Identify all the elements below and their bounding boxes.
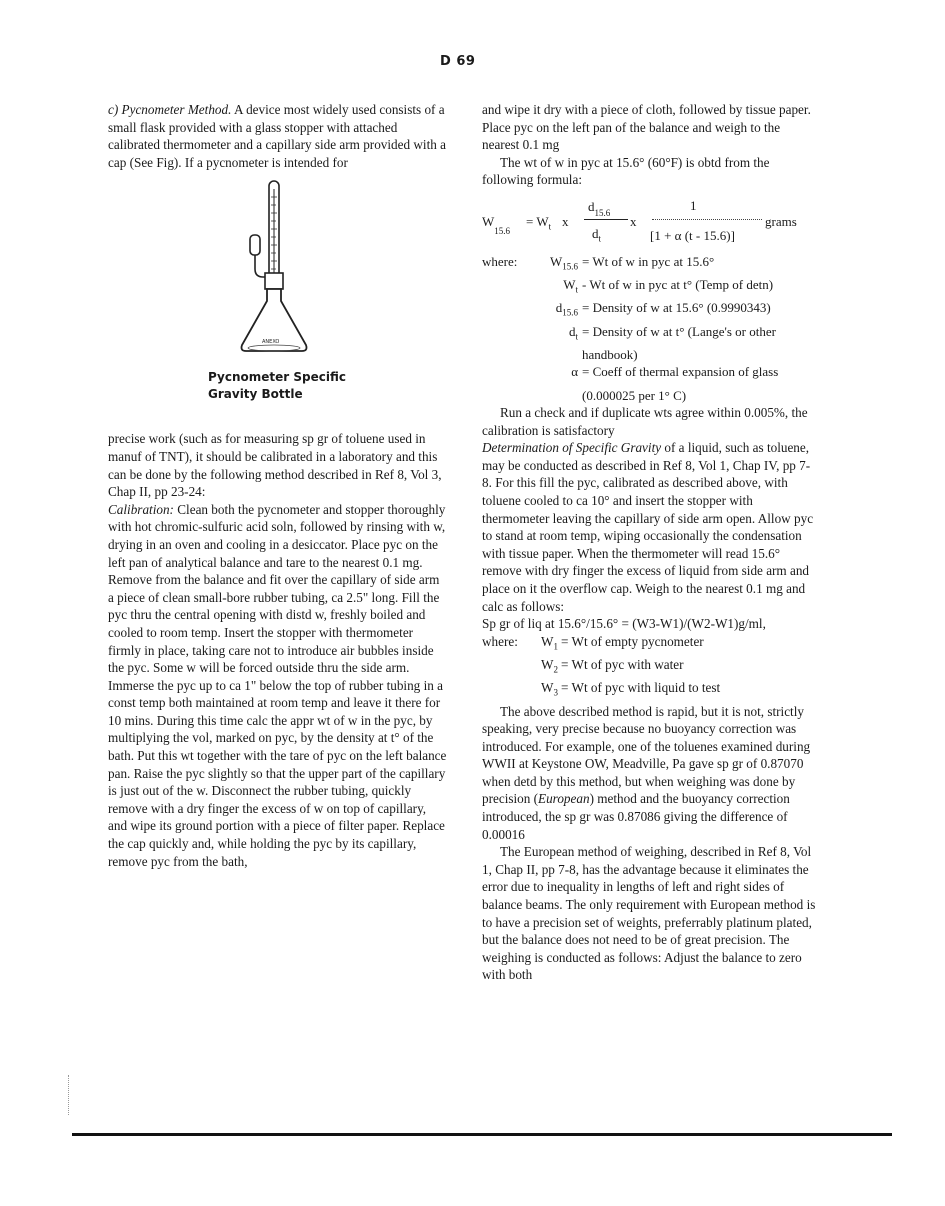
definition-row: (0.000025 per 1° C)	[582, 387, 687, 403]
calibration-paragraph: Calibration: Clean both the pycnometer and stopper thoroughly with hot chromic-sulfuric acid soln, followed by rinsing with w, drying in an oven and cooling in a desiccator. Place pyc on the left pan of analytical balance and tare to the nearest 0.1 mg. Remove from the balance and fit over the capillary of side arm a piece of clean small-bore rubber tubing, ca 2.5" long. Fill the pyc thru the central opening with distd w, freshly boiled and cooled to room temp. Insert the stopper with thermometer firmly in place, taking care not to introduce air bubbles inside the pyc. Some w will be forced outside thru the side arm. Immerse the pyc up to ca 1" below the top of rubber tubing in a const temp both maintained at room temp and leave it there for 10 mins. During this time calc the appr wt of w in the pyc, by multiplying the vol, marked on pyc, by the density at t° of the bath. Put this wt together with the tare of pyc on the left balance pan. Raise the pyc slightly so that the upper part of the capillary is just out of the w. Disconnect the rubber tubing, quickly remove with a dry finger the excess of w on top of capillary, and wipe its ground portion with a piece of filter paper. Replace the cap quickly and, while holding the pyc by its capillary, remove pyc from the bath,	[108, 501, 447, 869]
definition-row: handbook)	[582, 346, 638, 362]
wipe-paragraph: and wipe it dry with a piece of cloth, followed by tissue paper. Place pyc on the left pan of the balance and weigh to the nearest 0.1 mg	[482, 102, 811, 153]
section-heading: c) Pycnometer Method.	[108, 102, 232, 117]
definition-row: $d_{15.6}$ = Density of w at 15.6° (0.9990343)	[555, 300, 771, 318]
definition-row: $W_2$ = Wt of pyc with water	[541, 657, 684, 675]
margin-marks	[68, 1075, 71, 1115]
page-number: D 69	[440, 54, 476, 69]
determination-paragraph: Determination of Specific Gravity of a liquid, such as toluene, may be conducted as described in Ref 8, Vol 1, Chap IV, pp 7-8. For this fill the pyc, calibrated as described above, with toluene cooled to ca 10° and insert the stopper with thermometer leaving the capillary of side arm open. Allow pyc to stand at room temp, wiping occasionally the condensation with tissue paper. When the thermometer will read 15.6° remove with dry finger the excess of liquid from side arm and place on it the overflow cap. Weigh to the nearest 0.1 mg and calc as follows:	[482, 440, 814, 614]
right-column	[482, 101, 820, 984]
european-method-paragraph: The European method of weighing, described in Ref 8, Vol 1, Chap II, pp 7-8, has the advantage because it eliminates the error due to inequality in lengths of left and right sides of balance beams. The only requirement with European method is to have a precision set of weights, preferrably platinum plated, but the balance does not need to be of great precision. The weighing is conducted as follows: Adjust the balance to zero with both	[482, 844, 816, 983]
definition-row: $d_t$ = Density of w at t° (Lange's or other	[568, 323, 776, 342]
determination-heading: Determination of Specific Gravity	[482, 440, 662, 456]
sp-gr-formula: Sp gr of liq at 15.6°/15.6° = (W3-W1)/(W2-W1)g/ml,	[482, 616, 766, 632]
pycnometer-figure	[108, 177, 448, 357]
weight-definitions	[482, 633, 820, 703]
definition-row: where: $W_{15.6}$ = Wt of w in pyc at 15.6°	[482, 253, 715, 272]
definition-row: α = Coeff of thermal expansion of glass	[571, 364, 779, 380]
check-paragraph: Run a check and if duplicate wts agree within 0.005%, the calibration is satisfactory	[482, 405, 808, 438]
intro-paragraph: c) Pycnometer Method. A device most widely used consists of a small flask provided with a glass stopper with attached calibrated thermometer and a capillary side arm provided with a cap (See Fig). If a pycnometer is intended for	[108, 102, 446, 170]
formula-intro: The wt of w in pyc at 15.6° (60°F) is obtd from the following formula:	[482, 154, 770, 188]
left-column	[108, 101, 448, 870]
definition-row: $W_3$ = Wt of pyc with liquid to test	[541, 680, 721, 698]
calibration-heading: Calibration:	[108, 501, 174, 517]
figure-caption: Pycnometer Specific Gravity Bottle	[208, 370, 346, 402]
svg-text:ANEXO: ANEXO	[262, 339, 280, 346]
pycnometer-bottle-icon	[108, 177, 448, 357]
footer-rule	[72, 1133, 892, 1136]
weight-formula: $W_{15.6}$ = $W_t$ x $d_{15.6}$ $d_t$ x 1 [1 + α (t - 15.6)] grams	[482, 197, 797, 244]
definition-row: $W_t$ - Wt of w in pyc at t° (Temp of detn)	[563, 277, 774, 295]
buoyancy-paragraph: The above described method is rapid, but it is not, strictly speaking, very precise because no buoyancy correction was introduced. For example, one of the toluenes examined during WWII at Keystone OW, Meadville, Pa gave sp gr of 0.87070 when detd by this method, but when weighing was done by precision (European) method and the buoyancy correction introduced, the sp gr was 0.87086 giving the difference of 0.00016	[482, 703, 811, 842]
formula-definitions	[482, 253, 820, 404]
definition-row: where: $W_1$ = Wt of empty pycnometer	[482, 633, 704, 652]
precise-work-paragraph: precise work (such as for measuring sp gr of toluene used in manuf of TNT), it should be calibrated in a laboratory and this can be done by the following method described in Ref 8, Vol 3, Chap II, pp 23-24:	[108, 431, 442, 500]
